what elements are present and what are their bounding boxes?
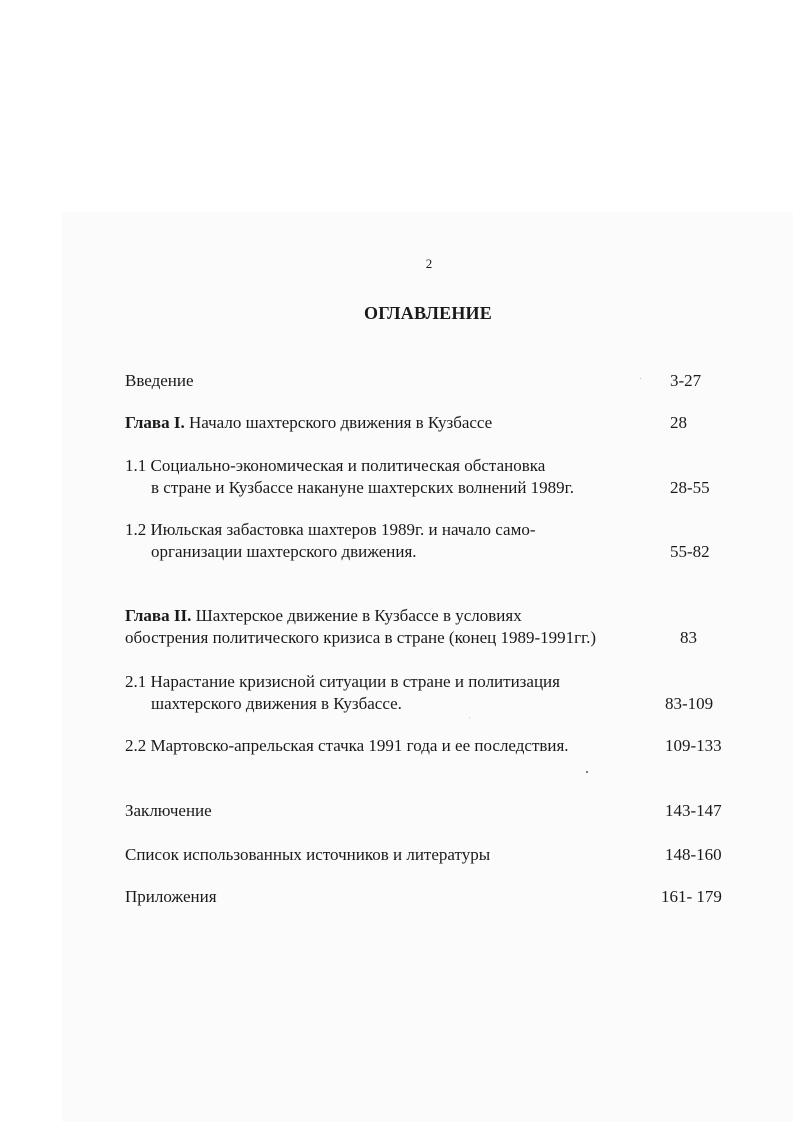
toc-entry-intro-label: Введение <box>125 371 194 390</box>
toc-entry-1-2-pages: 55-82 <box>670 542 710 561</box>
toc-entry-chapter2-pages: 83 <box>680 628 697 647</box>
toc-entry-chapter1-pages: 28 <box>670 413 687 432</box>
toc-entry-2-1-line1: 2.1 Нарастание кризисной ситуации в стране и политизация <box>125 672 560 691</box>
chapter2-label: Глава II. <box>125 606 192 625</box>
toc-entry-1-1-pages: 28-55 <box>670 478 710 497</box>
chapter1-title: Начало шахтерского движения в Кузбассе <box>188 413 493 432</box>
toc-entry-intro-pages: 3-27 <box>670 371 702 390</box>
toc-entry-appendix-pages: 161- 179 <box>661 887 722 906</box>
chapter2-title-line1: Шахтерское движение в Кузбассе в условиях <box>195 606 522 625</box>
page-number: 2 <box>425 256 433 271</box>
toc-entry-2-2-line1: 2.2 Мартовско-апрельская стачка 1991 года и ее последствия. <box>125 736 569 755</box>
toc-entry-appendix-label: Приложения <box>125 887 217 906</box>
toc-entry-1-2-line1: 1.2 Июльская забастовка шахтеров 1989г. и начало само- <box>125 520 536 539</box>
toc-entry-2-1-pages: 83-109 <box>665 694 714 713</box>
toc-entry-chapter2-line2: обострения политического кризиса в стране (конец 1989-1991гг.) <box>125 628 597 647</box>
toc-entry-chapter1 <box>125 412 492 434</box>
toc-entry-sources-pages: 148-160 <box>665 845 722 864</box>
toc-entry-conclusion-label: Заключение <box>125 801 212 820</box>
toc-entry-1-2-line2: организации шахтерского движения. <box>151 542 417 561</box>
toc-entry-1-1-line1: 1.1 Социально-экономическая и политическая обстановка <box>125 456 546 475</box>
scan-speck <box>469 717 470 718</box>
page-title: ОГЛАВЛЕНИЕ <box>364 303 492 323</box>
chapter1-label: Глава I. <box>125 413 185 432</box>
scan-background <box>62 212 793 1122</box>
toc-entry-sources-label: Список использованных источников и литературы <box>125 845 491 864</box>
scan-speck <box>586 771 588 773</box>
toc-entry-chapter2-line1 <box>125 605 522 627</box>
scan-speck <box>640 378 641 379</box>
toc-entry-2-1-line2: шахтерского движения в Кузбассе. <box>151 694 402 713</box>
toc-entry-1-1-line2: в стране и Кузбассе накануне шахтерских волнений 1989г. <box>151 478 574 497</box>
toc-entry-2-2-pages: 109-133 <box>665 736 722 755</box>
toc-entry-conclusion-pages: 143-147 <box>665 801 722 820</box>
